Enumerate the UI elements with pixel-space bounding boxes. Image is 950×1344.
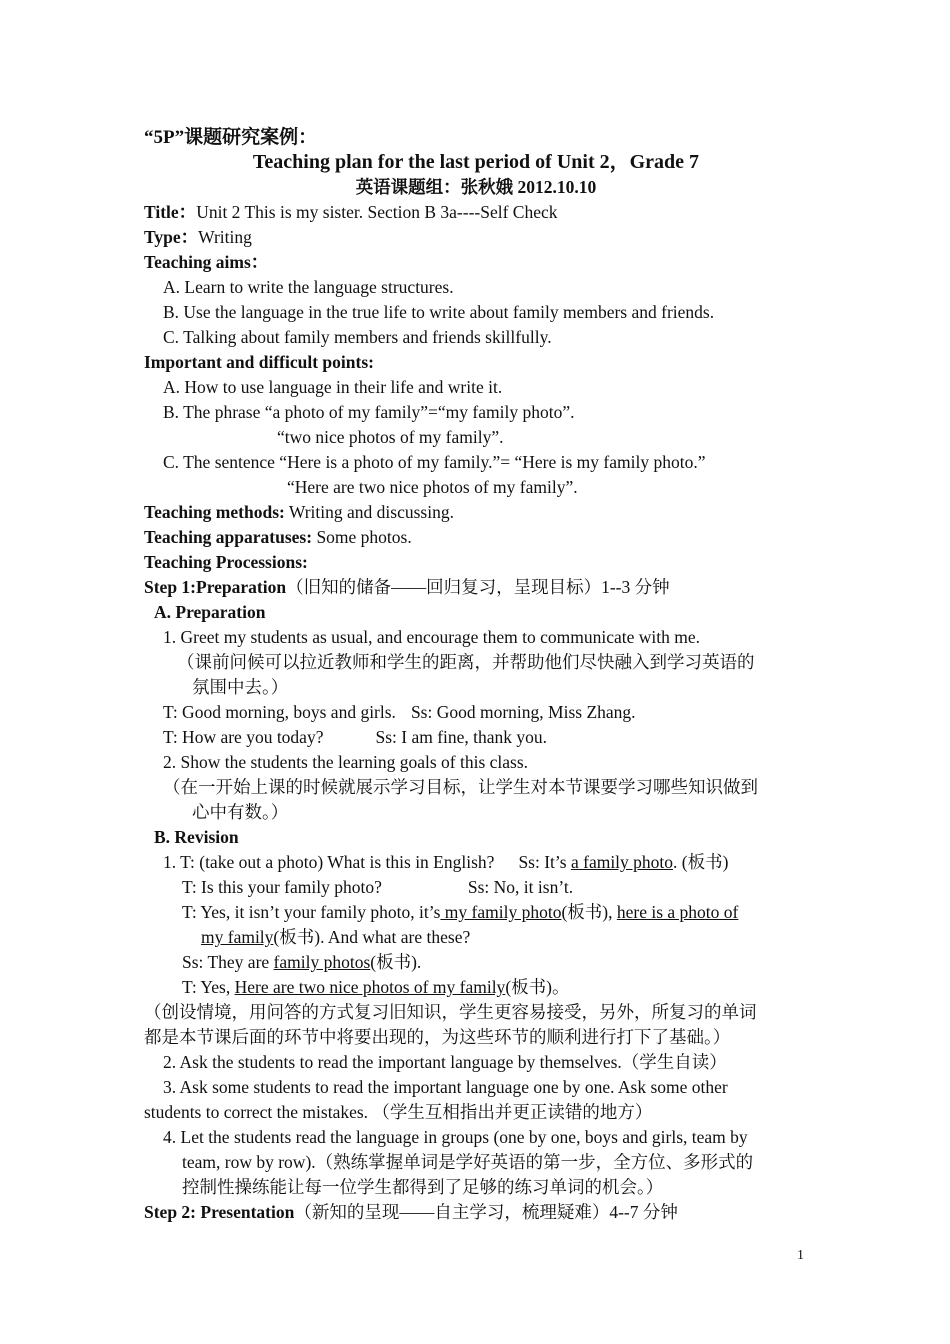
case-title: “5P”课题研究案例： (144, 127, 318, 148)
point-item: B. The phrase “a photo of my family”=“my family photo”. (163, 402, 575, 422)
point-item-continued: “two nice photos of my family”. (277, 427, 504, 447)
revision-line (201, 925, 865, 950)
revision-line (163, 850, 827, 875)
type-line (144, 225, 808, 250)
list-item: 2. Show the students the learning goals of this class. (163, 752, 529, 772)
board-phrase: family photos (273, 952, 371, 972)
methods-value: Writing and discussing. (284, 502, 454, 522)
step1-heading (144, 575, 808, 600)
list-item: 4. Let the students read the language in groups (one by one, boys and girls, team by (163, 1127, 748, 1147)
points-heading: Important and difficult points: (144, 352, 374, 372)
board-phrase: a family photo (570, 852, 674, 872)
revision-text: Ss: No, it isn’t. (467, 877, 574, 897)
list-item-continued: team, row by row).（熟练掌握单词是学好英语的第一步，全方位、多形式的 (182, 1152, 754, 1172)
revision-text: T: Is this your family photo? (182, 877, 382, 897)
chinese-note: （课前问候可以拉近教师和学生的距离，并帮助他们尽快融入到学习英语的 (177, 652, 755, 672)
step1-note: （旧知的储备——回归复习，呈现目标）1--3 分钟 (286, 577, 670, 597)
step1-label: Step 1:Preparation (144, 577, 287, 597)
revision-subheading: B. Revision (154, 827, 239, 847)
title-line (144, 200, 808, 225)
list-item-continued: 控制性操练能让每一位学生都得到了足够的练习单词的机会。） (182, 1177, 664, 1197)
list-item: 3. Ask some students to read the important language one by one. Ask some other (163, 1077, 728, 1097)
chinese-note: 心中有数。） (192, 802, 289, 822)
revision-line (182, 875, 846, 900)
chinese-note: （创设情境，用问答的方式复习旧知识，学生更容易接受，另外，所复习的单词 (144, 1002, 757, 1022)
revision-text: . (板书) (673, 852, 729, 872)
title-label: Title： (144, 202, 197, 222)
board-phrase: my family photo (440, 902, 562, 922)
preparation-subheading: A. Preparation (154, 602, 266, 622)
revision-text: T: Yes, it isn’t your family photo, it’s (182, 902, 441, 922)
chinese-note: 都是本节课后面的环节中将要出现的，为这些环节的顺利进行打下了基础。） (144, 1027, 731, 1047)
aim-item: C. Talking about family members and friends skillfully. (163, 327, 552, 347)
apparatus-label: Teaching apparatuses: (144, 527, 313, 547)
methods-label: Teaching methods: (144, 502, 285, 522)
dialog-teacher: T: How are you today? (163, 727, 324, 747)
point-item: C. The sentence “Here is a photo of my family.”= “Here is my family photo.” (163, 452, 706, 472)
revision-text: (板书). (370, 952, 422, 972)
apparatus-line (144, 525, 808, 550)
revision-text: T: Yes, (182, 977, 235, 997)
board-phrase: here is a photo of (616, 902, 739, 922)
aim-item: A. Learn to write the language structures. (163, 277, 454, 297)
title-value: Unit 2 This is my sister. Section B 3a----Self Check (196, 202, 558, 222)
board-phrase: Here are two nice photos of my family (234, 977, 506, 997)
list-item: 1. Greet my students as usual, and encourage them to communicate with me. (163, 627, 701, 647)
processions-heading: Teaching Processions: (144, 552, 308, 572)
revision-text: Ss: It’s (518, 852, 571, 872)
type-label: Type： (144, 227, 199, 247)
chinese-note: 氛围中去。） (192, 677, 289, 697)
revision-line (182, 975, 846, 1000)
list-item: 2. Ask the students to read the important language by themselves.（学生自读） (163, 1052, 727, 1072)
revision-text: (板书)。 (505, 977, 570, 997)
board-phrase: my family (201, 927, 274, 947)
aim-item: B. Use the language in the true life to write about family members and friends. (163, 302, 715, 322)
aims-heading: Teaching aims： (144, 252, 269, 272)
list-item-continued: students to correct the mistakes. （学生互相指出并更正读错的地方） (144, 1102, 653, 1122)
step2-label: Step 2: Presentation (144, 1202, 295, 1222)
byline: 英语课题组：张秋娥 2012.10.10 (355, 177, 597, 197)
dialog-students: Ss: Good morning, Miss Zhang. (410, 702, 636, 722)
plan-title: Teaching plan for the last period of Unit 2，Grade 7 (252, 151, 700, 173)
apparatus-value: Some photos. (312, 527, 412, 547)
revision-text: 1. T: (take out a photo) What is this in English? (163, 852, 495, 872)
point-item-continued: “Here are two nice photos of my family”. (287, 477, 578, 497)
dialog-students: Ss: I am fine, thank you. (375, 727, 548, 747)
revision-line (182, 950, 846, 975)
dialog-line (163, 700, 827, 725)
dialog-teacher: T: Good morning, boys and girls. (163, 702, 396, 722)
point-item: A. How to use language in their life and write it. (163, 377, 503, 397)
methods-line (144, 500, 808, 525)
chinese-note: （在一开始上课的时候就展示学习目标，让学生对本节课要学习哪些知识做到 (163, 777, 758, 797)
revision-text: Ss: They are (182, 952, 274, 972)
dialog-line (163, 725, 827, 750)
step2-heading (144, 1200, 808, 1225)
revision-text: (板书), (561, 902, 617, 922)
revision-line (182, 900, 846, 925)
page-number: 1 (797, 1248, 804, 1263)
step2-note: （新知的呈现——自主学习，梳理疑难）4--7 分钟 (294, 1202, 678, 1222)
type-value: Writing (198, 227, 252, 247)
revision-text: (板书). And what are these? (273, 927, 471, 947)
